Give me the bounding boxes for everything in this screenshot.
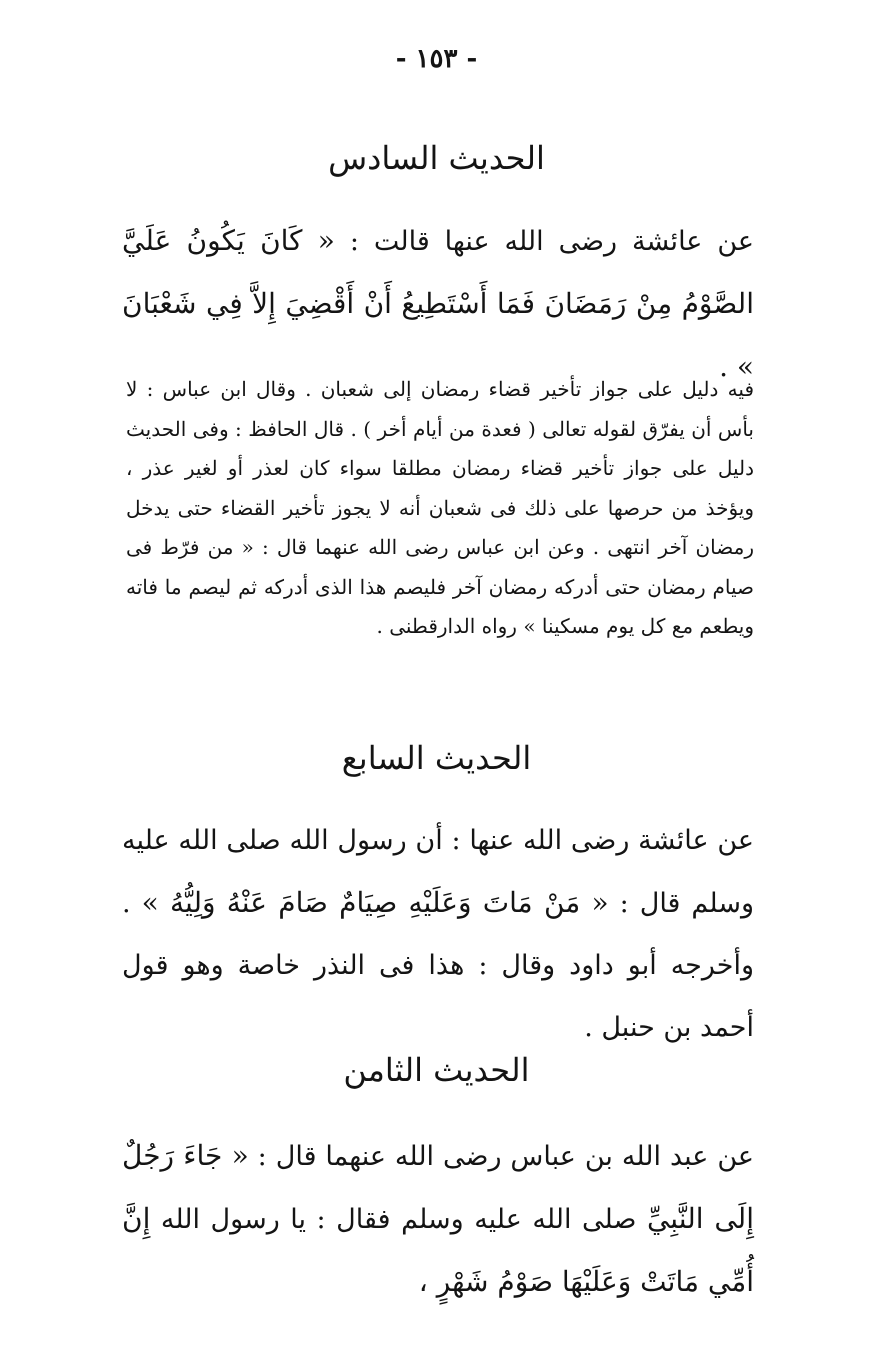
section-heading-hadith-7: الحديث السابع (341, 739, 532, 777)
section-heading-hadith-8: الحديث الثامن (343, 1051, 530, 1089)
hadith-6-quote: « كَانَ يَكُونُ عَلَيَّ الصَّوْمُ مِنْ رَمَضَانَ فَمَا أَسْتَطِيعُ أَنْ أَقْضِيَ إِلاَّ فِي شَعْبَانَ » . (122, 224, 754, 383)
hadith-8-quote: « جَاءَ رَجُلٌ إِلَى النَّبِيِّ (122, 1139, 754, 1235)
hadith-8-middle: صلى الله عليه وسلم فقال : يا رسول الله (150, 1204, 647, 1235)
hadith-8-text (122, 1125, 754, 1314)
hadith-7-intro: عن عائشة رضى الله عنها : أن رسول الله صلى الله عليه وسلم قال : (122, 825, 755, 919)
hadith-8-quote-2: إِنَّ أُمِّي مَاتَتْ وَعَلَيْهَا صَوْمُ شَهْرٍ ، (122, 1202, 754, 1298)
hadith-7-quote: « مَنْ مَاتَ وَعَلَيْهِ صِيَامٌ صَامَ عَنْهُ وَلِيُّهُ » (141, 886, 609, 919)
hadith-6-commentary: فيه دليل على جواز تأخير قضاء رمضان إلى شعبان . وقال ابن عباس : لا بأس أن يفرّق لقوله تعالى ( فعدة من أيام أخر ) . قال الحافظ : وفى الحديث دليل على جواز تأخير قضاء رمضان مطلقا سواء كان لعذر أو لغير عذر ، ويؤخذ من حرصها على ذلك فى شعبان أنه لا يجوز تأخير القضاء حتى يدخل رمضان آخر انتهى . وعن ابن عباس رضى الله عنهما قال : « من فرّط فى صيام رمضان حتى أدركه رمضان آخر فليصم هذا الذى أدركه ثم ليصم ما فاته ويطعم مع كل يوم مسكينا » رواه الدارقطنى . (126, 377, 754, 638)
section-heading-hadith-6: الحديث السادس (328, 139, 545, 177)
hadith-7-outro: . وأخرجه أبو داود وقال : هذا فى النذر خاصة وهو قول أحمد بن حنبل . (122, 888, 754, 1043)
hadith-8-intro: عن عبد الله بن عباس رضى الله عنهما قال : (248, 1141, 754, 1172)
page-number: - ١٥٣ - (395, 44, 478, 74)
hadith-6-intro: عن عائشة رضى الله عنها قالت : (334, 226, 754, 257)
hadith-7-text (122, 810, 754, 1059)
